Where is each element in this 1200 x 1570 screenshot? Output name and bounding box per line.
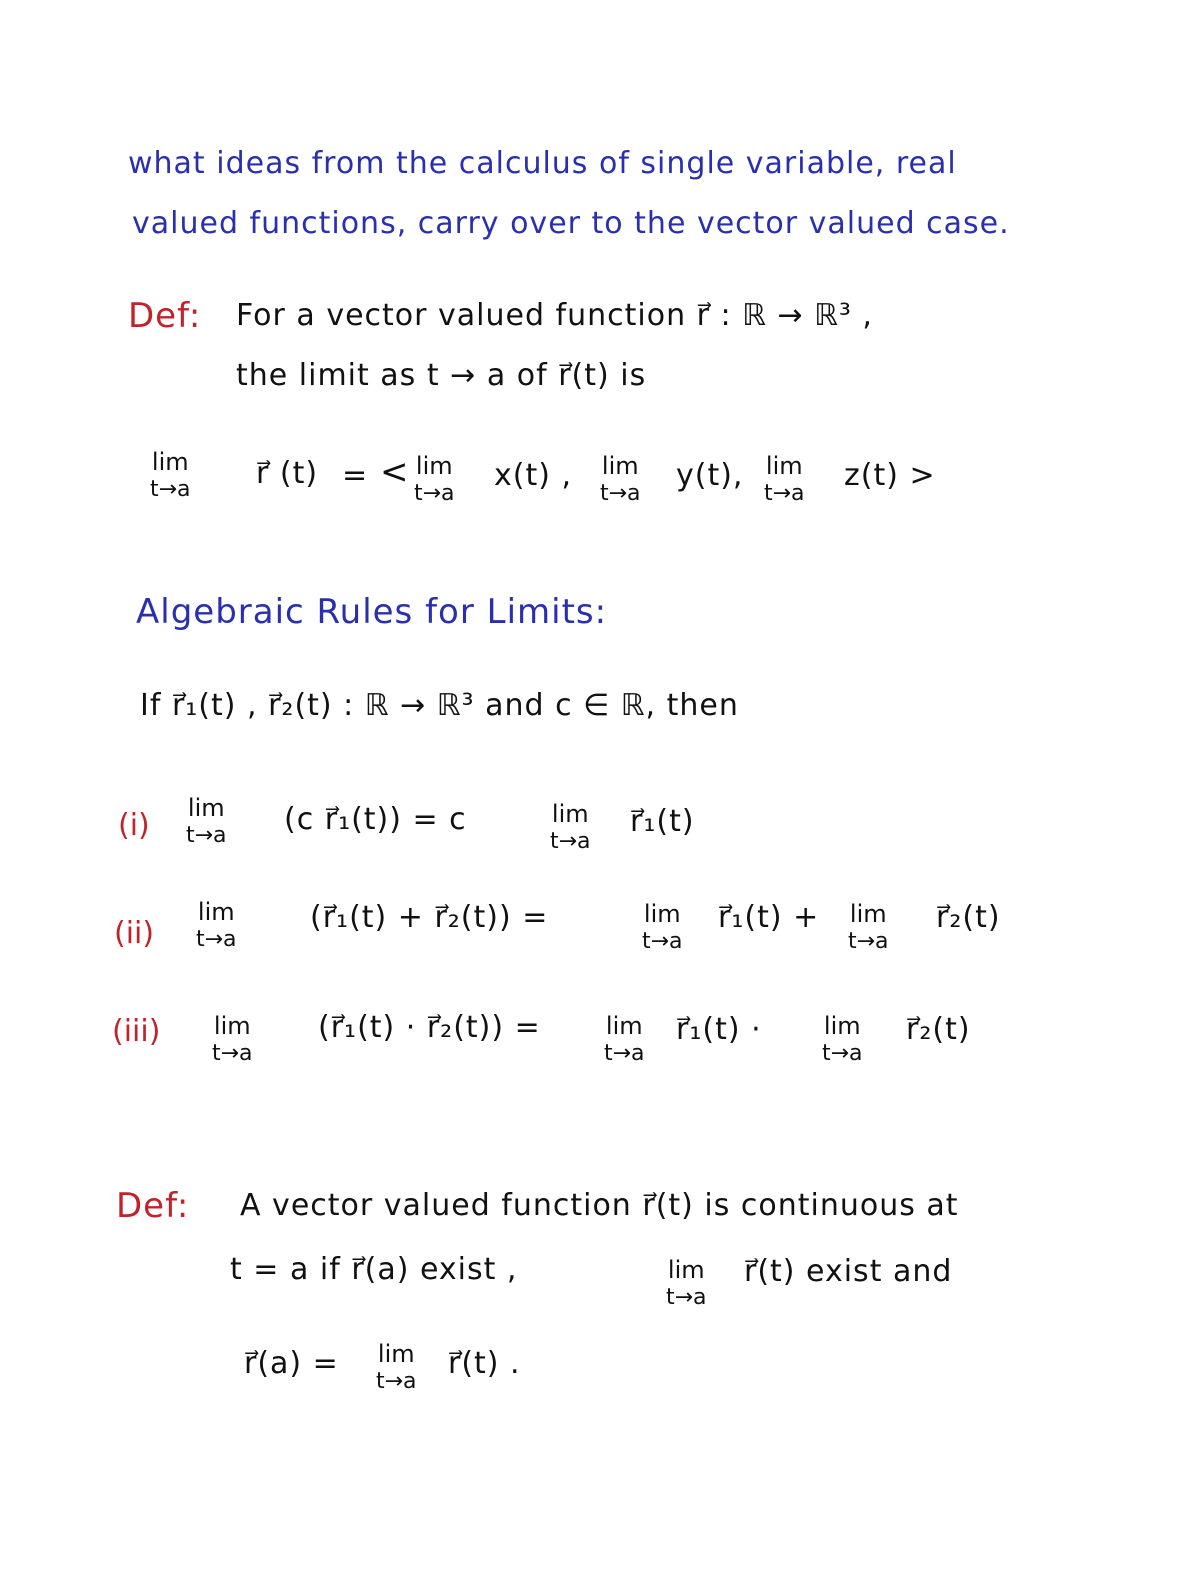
lim-subscript: t→a <box>414 480 455 506</box>
rule-ii-expr-b: r⃗₁(t) + <box>718 900 820 935</box>
lim-word: lim <box>551 800 589 828</box>
lim-word: lim <box>765 452 803 480</box>
limit-y <box>600 452 641 507</box>
rule-label-ii: (ii) <box>114 916 155 951</box>
lim-subscript: t→a <box>150 476 191 502</box>
lim-word: lim <box>667 1256 705 1284</box>
lim-subscript: t→a <box>196 926 237 952</box>
limit-lhs-expr: r⃗ (t) <box>256 456 319 491</box>
lim-word: lim <box>849 900 887 928</box>
def1-line-1: For a vector valued function r⃗ : ℝ → ℝ³ , <box>236 298 873 333</box>
lim-word: lim <box>643 900 681 928</box>
lim-subscript: t→a <box>212 1040 253 1066</box>
lim-word: lim <box>151 448 189 476</box>
rule-iii-lim-c <box>822 1012 863 1067</box>
def2-line-2b: r⃗(t) exist and <box>744 1254 953 1289</box>
rule-ii-lim-a <box>196 898 237 953</box>
def1-label: Def: <box>128 296 202 336</box>
intro-line-1: what ideas from the calculus of single variable, real <box>128 146 957 181</box>
lim-word: lim <box>605 1012 643 1040</box>
lim-subscript: t→a <box>600 480 641 506</box>
limit-equals: = <box>342 458 369 493</box>
rule-iii-lim-a <box>212 1012 253 1067</box>
rule-i-expr-a: (c r⃗₁(t)) = c <box>284 802 467 837</box>
def1-line-2: the limit as t → a of r⃗(t) is <box>236 358 647 393</box>
def2-line-3b: r⃗(t) . <box>448 1346 521 1381</box>
lim-word: lim <box>213 1012 251 1040</box>
lim-word: lim <box>197 898 235 926</box>
lim-subscript: t→a <box>642 928 683 954</box>
lim-word: lim <box>601 452 639 480</box>
limit-x <box>414 452 455 507</box>
limit-x-expr: x(t) , <box>494 458 572 493</box>
rule-ii-lim-b <box>642 900 683 955</box>
lim-word: lim <box>415 452 453 480</box>
rule-iii-expr-a: (r⃗₁(t) · r⃗₂(t)) = <box>318 1010 541 1045</box>
def2-label: Def: <box>116 1186 190 1226</box>
lim-word: lim <box>187 794 225 822</box>
lim-subscript: t→a <box>604 1040 645 1066</box>
rule-label-iii: (iii) <box>112 1014 161 1049</box>
rule-iii-expr-c: r⃗₂(t) <box>906 1012 971 1047</box>
rule-i-lim-b <box>550 800 591 855</box>
rules-condition: If r⃗₁(t) , r⃗₂(t) : ℝ → ℝ³ and c ∈ ℝ, then <box>140 688 739 723</box>
limit-y-expr: y(t), <box>676 458 744 493</box>
lim-subscript: t→a <box>550 828 591 854</box>
lim-word: lim <box>377 1340 415 1368</box>
def2-line-1: A vector valued function r⃗(t) is continuous at <box>240 1188 959 1223</box>
def2-lim-3 <box>376 1340 417 1395</box>
angle-open: < <box>380 452 410 492</box>
lim-word: lim <box>823 1012 861 1040</box>
limit-z-expr: z(t) > <box>844 458 936 493</box>
limit-z <box>764 452 805 507</box>
intro-line-2: valued functions, carry over to the vector valued case. <box>132 206 1010 241</box>
lim-subscript: t→a <box>764 480 805 506</box>
rule-iii-expr-b: r⃗₁(t) · <box>676 1012 762 1047</box>
lim-subscript: t→a <box>822 1040 863 1066</box>
rule-ii-lim-c <box>848 900 889 955</box>
rule-i-lim-a <box>186 794 227 849</box>
def2-lim <box>666 1256 707 1311</box>
lim-subscript: t→a <box>186 822 227 848</box>
rule-i-expr-b: r⃗₁(t) <box>630 804 695 839</box>
rule-ii-expr-a: (r⃗₁(t) + r⃗₂(t)) = <box>310 900 549 935</box>
lim-subscript: t→a <box>666 1284 707 1310</box>
lim-subscript: t→a <box>848 928 889 954</box>
def2-line-2a: t = a if r⃗(a) exist , <box>230 1252 518 1287</box>
rule-iii-lim-b <box>604 1012 645 1067</box>
rules-heading: Algebraic Rules for Limits: <box>136 592 608 632</box>
lim-subscript: t→a <box>376 1368 417 1394</box>
def2-line-3a: r⃗(a) = <box>244 1346 339 1381</box>
rule-label-i: (i) <box>118 808 150 843</box>
limit-lhs <box>150 448 191 503</box>
rule-ii-expr-c: r⃗₂(t) <box>936 900 1001 935</box>
